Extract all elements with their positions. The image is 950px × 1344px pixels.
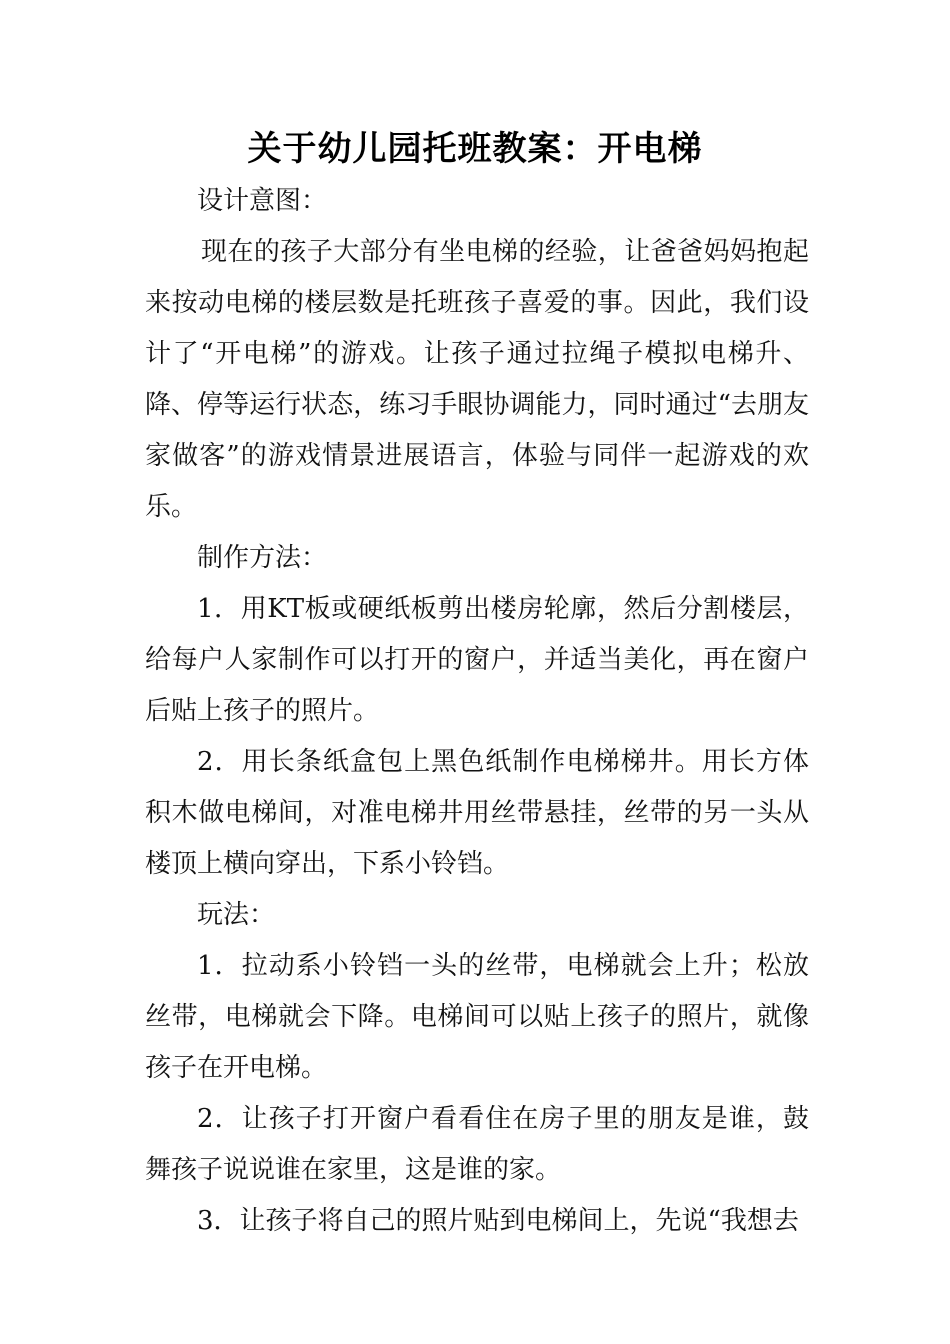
paragraph-design-intent: 现在的孩子大部分有坐电梯的经验，让爸爸妈妈抱起来按动电梯的楼层数是托班孩子喜爱的事。因此，我们设计了“开电梯”的游戏。让孩子通过拉绳子模拟电梯升、降、停等运行状态，练习手眼协调能力，同时通过“去朋友家做客”的游戏情景进展语言，体验与同伴一起游戏的欢乐。 (145, 237, 809, 522)
section-heading-design-intent: 设计意图： (197, 186, 328, 216)
section-heading-play-method: 玩法： (197, 900, 276, 930)
paragraph-play-step-1: 1．拉动系小铃铛一头的丝带，电梯就会上升；松放丝带，电梯就会下降。电梯间可以贴上孩子的照片，就像孩子在开电梯。 (145, 951, 809, 1083)
paragraph-play-step-2: 2．让孩子打开窗户看看住在房子里的朋友是谁，鼓舞孩子说说谁在家里，这是谁的家。 (145, 1104, 809, 1185)
paragraph-play-step-3: 3．让孩子将自己的照片贴到电梯间上，先说“我想去 (197, 1206, 799, 1236)
document-title: 关于幼儿园托班教案：开电梯 (247, 129, 703, 169)
document-body (145, 176, 809, 1247)
section-heading-making-method: 制作方法： (197, 543, 328, 573)
paragraph-making-step-2: 2．用长条纸盒包上黑色纸制作电梯梯井。用长方体积木做电梯间，对准电梯井用丝带悬挂，丝带的另一头从楼顶上横向穿出，下系小铃铛。 (145, 747, 809, 879)
paragraph-making-step-1: 1．用KT板或硬纸板剪出楼房轮廓，然后分割楼层，给每户人家制作可以打开的窗户，并适当美化，再在窗户后贴上孩子的照片。 (145, 594, 809, 726)
